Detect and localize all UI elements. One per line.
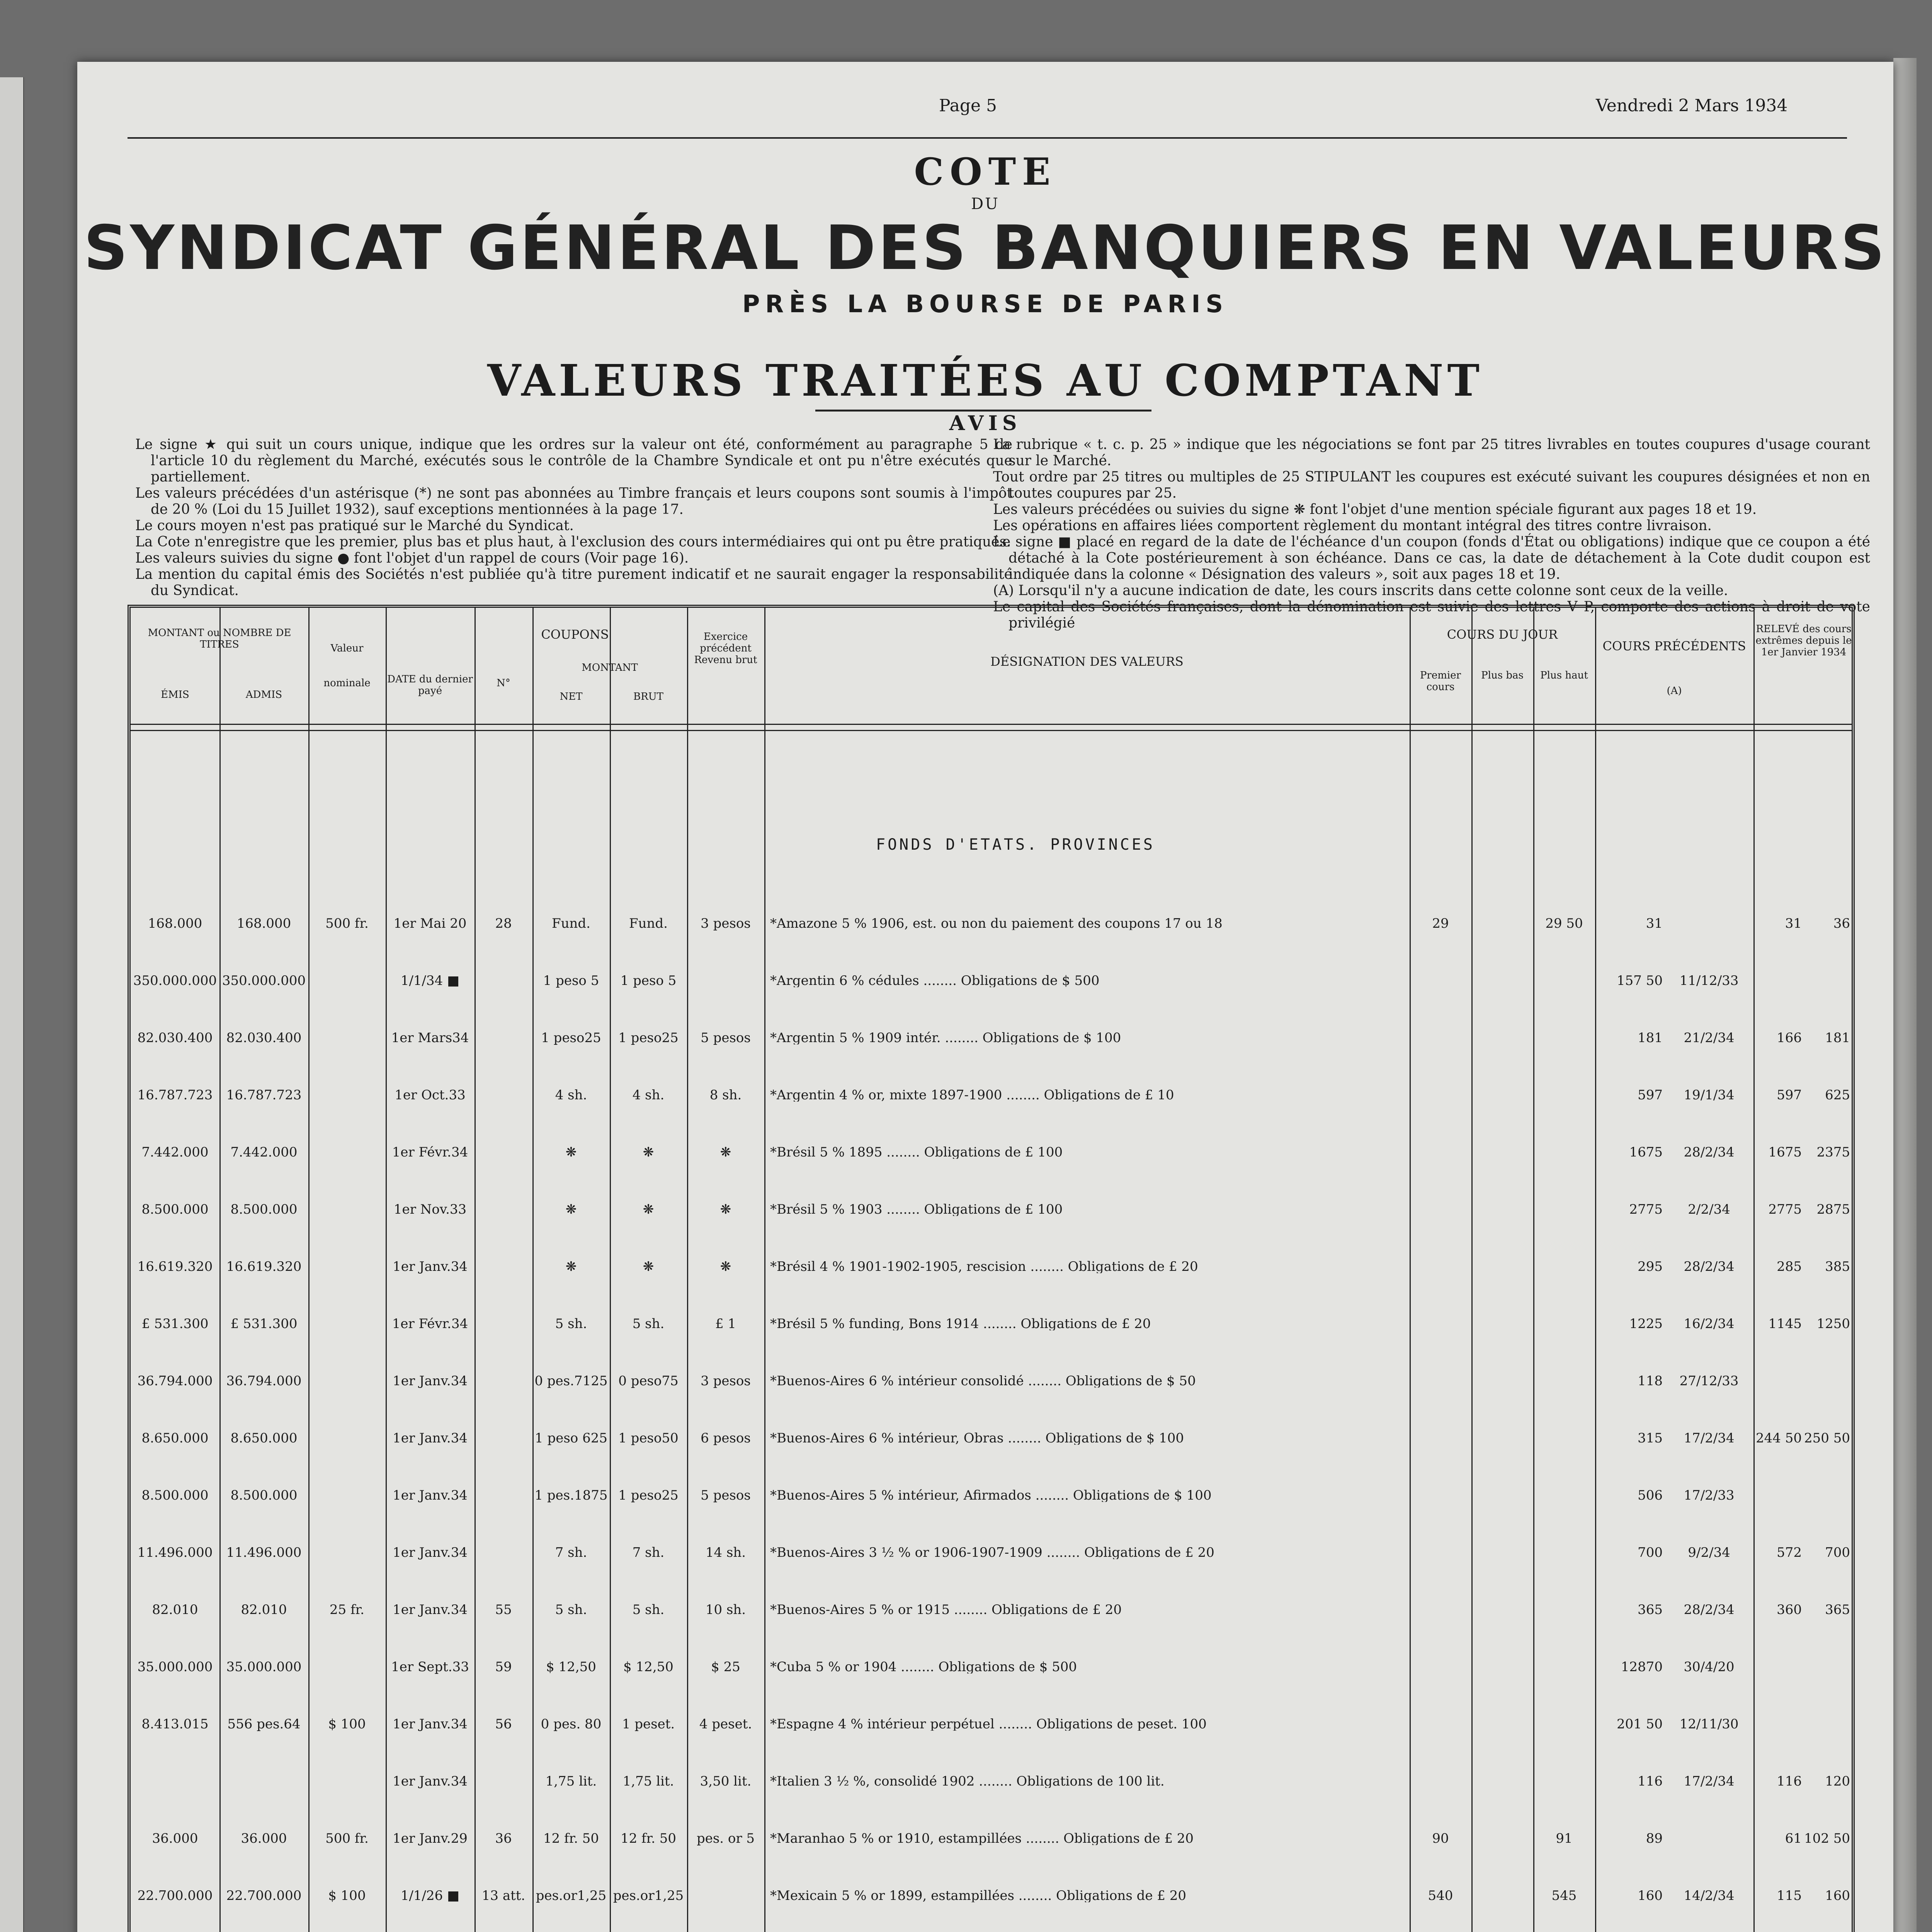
cell-prec: 295 <box>1638 1259 1663 1274</box>
cell-prec: 2775 <box>1629 1202 1663 1217</box>
header-numero: N° <box>497 677 510 689</box>
cell-brut: 1 peso25 <box>618 1488 679 1503</box>
cell-emis: 82.030.400 <box>137 1030 213 1046</box>
section-heading: VALEURS TRAITÉES AU COMPTANT <box>487 355 1483 406</box>
cell-net: 5 sh. <box>555 1602 587 1617</box>
notice-paragraph: Les opérations en affaires liées comportent règlement du montant intégral des titres contre livraison. <box>993 518 1712 534</box>
cell-r2: 2875 <box>1816 1202 1850 1217</box>
cell-desig: *Argentin 6 % cédules ........ Obligations de $ 500 <box>770 974 1100 987</box>
cell-admis: 82.030.400 <box>226 1030 302 1046</box>
quotation-table <box>128 605 1855 1932</box>
cell-rev: 5 pesos <box>701 1488 751 1503</box>
title-cote: COTE <box>914 150 1057 194</box>
cell-net: ❋ <box>565 1202 577 1217</box>
cell-date: 1er Mars34 <box>391 1030 469 1046</box>
cell-admis: 350.000.000 <box>222 973 306 988</box>
table-row <box>131 917 1850 945</box>
cell-desig: *Brésil 4 % 1901-1902-1905, rescision ........ Obligations de £ 20 <box>770 1260 1198 1273</box>
notice-paragraph: Le signe ★ qui suit un cours unique, indique que les ordres sur la valeur ont été, conformément au paragraphe 5 de l'article 10 du règlement du Marché, exécutés sous le contrôle de la Chambre Syndicale et ont pu n'être exécutés que partiellement. <box>135 437 1012 485</box>
header-plus-haut: Plus haut <box>1540 670 1588 681</box>
cell-date: 1er Janv.34 <box>393 1259 468 1274</box>
cell-prec-date: 28/2/34 <box>1684 1259 1735 1274</box>
header-net: NET <box>560 691 583 702</box>
table-row <box>131 1317 1850 1345</box>
masthead-subtitle: PRÈS LA BOURSE DE PARIS <box>742 290 1229 318</box>
cell-r1: 115 <box>1777 1888 1802 1903</box>
cell-prec: 315 <box>1638 1430 1663 1446</box>
cell-prec-date: 17/2/34 <box>1684 1430 1735 1446</box>
cell-brut: 1,75 lit. <box>622 1774 674 1789</box>
header-montant-coupon: MONTANT <box>582 662 638 673</box>
cell-desig: *Buenos-Aires 6 % intérieur consolidé ........ Obligations de $ 50 <box>770 1374 1196 1388</box>
cell-date: 1er Janv.34 <box>393 1716 468 1732</box>
cell-num: 56 <box>495 1716 512 1732</box>
cell-emis: 82.010 <box>152 1602 198 1617</box>
cell-date: 1er Janv.34 <box>393 1488 468 1503</box>
cell-prec: 116 <box>1638 1774 1663 1789</box>
table-row <box>131 1260 1850 1288</box>
header-rule <box>128 137 1847 139</box>
cell-rev: ❋ <box>720 1202 731 1217</box>
cell-admis: 22.700.000 <box>226 1888 302 1903</box>
cell-emis: 36.794.000 <box>137 1373 213 1389</box>
cell-haut: 29 50 <box>1545 916 1583 931</box>
table-row <box>131 1146 1850 1173</box>
table-row <box>131 1374 1850 1402</box>
notice-paragraph: Les valeurs précédées d'un astérisque (*) ne sont pas abonnées au Timbre français et leurs coupons sont soumis à l'impôt de 20 % (Loi du 15 Juillet 1932), sauf exceptions mentionnées à la page 17. <box>135 485 1012 517</box>
cell-admis: 556 pes.64 <box>227 1716 301 1732</box>
cell-admis: £ 531.300 <box>230 1316 298 1332</box>
cell-r2: 385 <box>1825 1259 1850 1274</box>
cell-desig: *Argentin 4 % or, mixte 1897-1900 ........ Obligations de £ 10 <box>770 1088 1174 1102</box>
page-edge <box>1893 58 1917 1932</box>
cell-emis: 8.413.015 <box>141 1716 209 1732</box>
cell-brut: 1 peso50 <box>618 1430 679 1446</box>
cell-net: 1 pes.1875 <box>534 1488 608 1503</box>
cell-emis: 16.619.320 <box>137 1259 213 1274</box>
header-cours-jour: COURS DU JOUR <box>1447 627 1558 642</box>
cell-r2: 700 <box>1825 1545 1850 1560</box>
table-row <box>131 1889 1850 1917</box>
cell-prec-date: 11/12/33 <box>1679 973 1739 988</box>
cell-prec: 201 50 <box>1617 1716 1663 1732</box>
cell-r1: 1145 <box>1768 1316 1802 1332</box>
cell-net: 1 peso 625 <box>535 1430 607 1446</box>
cell-rev: 5 pesos <box>701 1030 751 1046</box>
cell-prec: 1225 <box>1629 1316 1663 1332</box>
cell-emis: 168.000 <box>148 916 202 931</box>
cell-desig: *Brésil 5 % 1903 ........ Obligations de £ 100 <box>770 1203 1063 1216</box>
cell-desig: *Buenos-Aires 5 % intérieur, Afirmados ........ Obligations de $ 100 <box>770 1489 1212 1502</box>
cell-date: 1er Sept.33 <box>391 1659 469 1675</box>
cell-r2: 625 <box>1825 1087 1850 1103</box>
cell-admis: 11.496.000 <box>226 1545 302 1560</box>
cell-prec-date: 21/2/34 <box>1684 1030 1735 1046</box>
cell-net: 4 sh. <box>555 1087 587 1103</box>
cell-rev: 6 pesos <box>701 1430 751 1446</box>
cell-date: 1er Janv.29 <box>393 1831 468 1846</box>
cell-brut: 5 sh. <box>632 1316 665 1332</box>
cell-nominal: $ 100 <box>328 1716 366 1732</box>
cell-prec-date: 28/2/34 <box>1684 1602 1735 1617</box>
cell-net: 1 peso25 <box>541 1030 601 1046</box>
notice-paragraph: Le cours moyen n'est pas pratiqué sur le Marché du Syndicat. <box>135 518 574 534</box>
cell-prec-date: 2/2/34 <box>1688 1202 1730 1217</box>
notice-paragraph: Le capital des Sociétés françaises, dont la dénomination est suivie des lettres V P, comporte des actions à droit de vote privilégié <box>993 599 1870 631</box>
header-emis: ÉMIS <box>161 689 189 701</box>
header-montant: MONTANT ou NOMBRE DE TITRES <box>148 627 291 650</box>
cell-net: pes.or1,25 <box>536 1888 607 1903</box>
table-row <box>131 1832 1850 1860</box>
header-nominale: nominale <box>323 677 371 689</box>
cell-prec-date: 17/2/34 <box>1684 1774 1735 1789</box>
cell-desig: *Mexicain 5 % or 1899, estampillées ........ Obligations de £ 20 <box>770 1889 1186 1902</box>
cell-prec: 597 <box>1638 1087 1663 1103</box>
cell-r1: 1675 <box>1768 1145 1802 1160</box>
cell-prec: 89 <box>1646 1831 1663 1846</box>
header-plus-bas: Plus bas <box>1481 670 1524 681</box>
cell-date: 1er Janv.34 <box>393 1602 468 1617</box>
cell-desig: *Brésil 5 % 1895 ........ Obligations de £ 100 <box>770 1146 1063 1159</box>
cell-date: 1er Janv.34 <box>393 1774 468 1789</box>
cell-date: 1er Févr.34 <box>392 1316 468 1332</box>
header-premier: Premier cours <box>1420 670 1461 693</box>
issue-date: Vendredi 2 Mars 1934 <box>1596 96 1788 116</box>
cell-desig: *Maranhao 5 % or 1910, estampillées ........ Obligations de £ 20 <box>770 1832 1194 1845</box>
cell-brut: ❋ <box>643 1202 654 1217</box>
cell-rev: 3,50 lit. <box>700 1774 752 1789</box>
cell-rev: 14 sh. <box>705 1545 746 1560</box>
table-row <box>131 1603 1850 1631</box>
cell-r1: 31 <box>1785 916 1802 931</box>
cell-net: 1 peso 5 <box>543 973 599 988</box>
cell-r2: 2375 <box>1816 1145 1850 1160</box>
cell-admis: 16.619.320 <box>226 1259 302 1274</box>
table-row <box>131 1432 1850 1459</box>
cell-admis: 8.500.000 <box>230 1202 298 1217</box>
cell-r1: 285 <box>1777 1259 1802 1274</box>
cell-emis: 35.000.000 <box>137 1659 213 1675</box>
cell-net: Fund. <box>552 916 590 931</box>
cell-admis: 8.650.000 <box>230 1430 298 1446</box>
header-designation: DÉSIGNATION DES VALEURS <box>990 654 1184 669</box>
cell-desig: *Buenos-Aires 6 % intérieur, Obras ........ Obligations de $ 100 <box>770 1432 1184 1445</box>
cell-net: 0 pes. 80 <box>541 1716 602 1732</box>
section-title-fonds-etats: FONDS D'ETATS. PROVINCES <box>876 836 1155 854</box>
cell-prec: 12870 <box>1621 1659 1663 1675</box>
cell-brut: 5 sh. <box>632 1602 665 1617</box>
cell-rev: 8 sh. <box>709 1087 742 1103</box>
cell-date: 1er Nov.33 <box>393 1202 467 1217</box>
cell-date: 1er Oct.33 <box>395 1087 466 1103</box>
cell-rev: 4 peset. <box>699 1716 752 1732</box>
cell-rev: 10 sh. <box>705 1602 746 1617</box>
cell-prec-date: 17/2/33 <box>1684 1488 1735 1503</box>
notice-paragraph: La Cote n'enregistre que les premier, plus bas et plus haut, à l'exclusion des cours intermédiaires qui ont pu être pratiqués. <box>135 534 1011 550</box>
table-row <box>131 1546 1850 1574</box>
cell-emis: 22.700.000 <box>137 1888 213 1903</box>
cell-brut: 4 sh. <box>632 1087 665 1103</box>
cell-net: 7 sh. <box>555 1545 587 1560</box>
cell-date: 1er Févr.34 <box>392 1145 468 1160</box>
table-row <box>131 1203 1850 1231</box>
cell-brut: 1 peso 5 <box>620 973 677 988</box>
cell-num: 55 <box>495 1602 512 1617</box>
cell-net: ❋ <box>565 1259 577 1274</box>
cell-date: 1/1/26 ■ <box>400 1888 460 1903</box>
cell-emis: 8.500.000 <box>141 1488 209 1503</box>
cell-r2: 365 <box>1825 1602 1850 1617</box>
cell-net: 12 fr. 50 <box>543 1831 599 1846</box>
header-exercice: Exercice précédent Revenu brut <box>694 631 757 666</box>
cell-net: $ 12,50 <box>546 1659 596 1675</box>
cell-r1: 116 <box>1777 1774 1802 1789</box>
cell-r1: 360 <box>1777 1602 1802 1617</box>
table-row <box>131 1489 1850 1517</box>
cell-r1: 61 <box>1785 1831 1802 1846</box>
cell-prec-date: 30/4/20 <box>1684 1659 1735 1675</box>
cell-emis: 36.000 <box>152 1831 198 1846</box>
notice-paragraph: Les valeurs précédées ou suivies du signe ❋ font l'objet d'une mention spéciale figurant aux pages 18 et 19. <box>993 502 1757 517</box>
cell-prec: 157 50 <box>1617 973 1663 988</box>
cell-r2: 36 <box>1833 916 1850 931</box>
cell-num: 36 <box>495 1831 512 1846</box>
cell-brut: 1 peset. <box>622 1716 675 1732</box>
cell-emis: 7.442.000 <box>141 1145 209 1160</box>
cell-prec: 118 <box>1638 1373 1663 1389</box>
cell-prec: 700 <box>1638 1545 1663 1560</box>
cell-num: 13 att. <box>481 1888 526 1903</box>
cell-r2: 1250 <box>1816 1316 1850 1332</box>
cell-prec: 31 <box>1646 916 1663 931</box>
cell-net: ❋ <box>565 1145 577 1160</box>
header-coupons: COUPONS <box>541 627 609 642</box>
cell-brut: pes.or1,25 <box>613 1888 684 1903</box>
cell-r2: 160 <box>1825 1888 1850 1903</box>
header-cours-precedents: COURS PRÉCÉDENTS <box>1602 639 1746 653</box>
cell-prec: 160 <box>1638 1888 1663 1903</box>
cell-nominal: 500 fr. <box>325 916 369 931</box>
adjacent-page-strip <box>0 77 24 1932</box>
cell-rev: ❋ <box>720 1145 731 1160</box>
cell-date: 1er Janv.34 <box>393 1430 468 1446</box>
cell-emis: £ 531.300 <box>141 1316 209 1332</box>
cell-desig: *Cuba 5 % or 1904 ........ Obligations de $ 500 <box>770 1660 1077 1673</box>
cell-rev: $ 25 <box>711 1659 740 1675</box>
notice-paragraph: Le signe ■ placé en regard de la date de l'échéance d'un coupon (fonds d'État ou obligations) indique que ce coupon a été détaché à la Cote postérieurement à son échéance. Dans ce cas, la date de détachement à la Cote dudit coupon est indiquée dans la colonne « Désignation des valeurs », soit aux pages 18 et 19. <box>993 534 1870 582</box>
notice-paragraph: La mention du capital émis des Sociétés n'est publiée qu'à titre purement indicatif et ne saurait engager la responsabilité du Syndicat. <box>135 566 1012 599</box>
cell-net: 1,75 lit. <box>545 1774 597 1789</box>
cell-r1: 166 <box>1777 1030 1802 1046</box>
cell-prec: 181 <box>1638 1030 1663 1046</box>
cell-r2: 102 50 <box>1804 1831 1850 1846</box>
cell-haut: 91 <box>1556 1831 1573 1846</box>
table-row <box>131 1775 1850 1803</box>
cell-rev: pes. or 5 <box>696 1831 755 1846</box>
cell-nominal: 500 fr. <box>325 1831 369 1846</box>
cell-prec-date: 9/2/34 <box>1688 1545 1730 1560</box>
table-row <box>131 1031 1850 1059</box>
table-row <box>131 1660 1850 1688</box>
table-row <box>131 1718 1850 1745</box>
header-releve: RELEVÉ des cours extrêmes depuis le 1er Janvier 1934 <box>1755 623 1852 658</box>
newspaper-page <box>77 62 1893 1932</box>
notice-paragraph: Les valeurs suivies du signe ● font l'objet d'un rappel de cours (Voir page 16). <box>135 550 689 566</box>
cell-prec-date: 12/11/30 <box>1679 1716 1739 1732</box>
cell-net: 0 pes.7125 <box>534 1373 608 1389</box>
cell-brut: Fund. <box>629 916 668 931</box>
title-du: DU <box>971 195 1000 213</box>
cell-prec-date: 19/1/34 <box>1684 1087 1735 1103</box>
cell-desig: *Espagne 4 % intérieur perpétuel ........ Obligations de peset. 100 <box>770 1718 1207 1731</box>
header-admis: ADMIS <box>245 689 282 701</box>
cell-r1: 572 <box>1777 1545 1802 1560</box>
notice-paragraph: (A) Lorsqu'il n'y a aucune indication de date, les cours inscrits dans cette colonne sont ceux de la veille. <box>993 583 1728 599</box>
cell-admis: 16.787.723 <box>226 1087 302 1103</box>
cell-rev: 3 pesos <box>701 916 751 931</box>
table-row <box>131 1088 1850 1116</box>
cell-desig: *Amazone 5 % 1906, est. ou non du paiement des coupons 17 ou 18 <box>770 917 1223 930</box>
cell-prec: 365 <box>1638 1602 1663 1617</box>
notice-left-column <box>135 437 1012 599</box>
cell-prem: 540 <box>1428 1888 1453 1903</box>
masthead-title: SYNDICAT GÉNÉRAL DES BANQUIERS EN VALEURS <box>83 213 1887 284</box>
cell-prem: 90 <box>1432 1831 1449 1846</box>
cell-brut: ❋ <box>643 1145 654 1160</box>
cell-desig: *Buenos-Aires 3 ½ % or 1906-1907-1909 ........ Obligations de £ 20 <box>770 1546 1214 1559</box>
cell-admis: 7.442.000 <box>230 1145 298 1160</box>
cell-admis: 35.000.000 <box>226 1659 302 1675</box>
cell-brut: 12 fr. 50 <box>620 1831 677 1846</box>
cell-desig: *Brésil 5 % funding, Bons 1914 ........ Obligations de £ 20 <box>770 1317 1151 1330</box>
cell-prec-date: 27/12/33 <box>1679 1373 1739 1389</box>
cell-r2: 120 <box>1825 1774 1850 1789</box>
cell-admis: 36.794.000 <box>226 1373 302 1389</box>
cell-admis: 168.000 <box>236 916 291 931</box>
cell-desig: *Argentin 5 % 1909 intér. ........ Obligations de $ 100 <box>770 1031 1121 1044</box>
header-valeur: Valeur <box>330 643 364 654</box>
cell-prec-date: 16/2/34 <box>1684 1316 1735 1332</box>
cell-brut: 1 peso25 <box>618 1030 679 1046</box>
cell-date: 1er Janv.34 <box>393 1545 468 1560</box>
cell-r2: 250 50 <box>1804 1430 1850 1446</box>
cell-prem: 29 <box>1432 916 1449 931</box>
cell-prec: 1675 <box>1629 1145 1663 1160</box>
cell-r2: 181 <box>1825 1030 1850 1046</box>
header-date: DATE du dernier payé <box>387 673 473 697</box>
cell-r1: 2775 <box>1768 1202 1802 1217</box>
cell-date: 1er Janv.34 <box>393 1373 468 1389</box>
cell-brut: $ 12,50 <box>623 1659 673 1675</box>
cell-prec: 506 <box>1638 1488 1663 1503</box>
cell-rev: £ 1 <box>715 1316 736 1332</box>
cell-admis: 82.010 <box>241 1602 287 1617</box>
cell-emis: 350.000.000 <box>133 973 217 988</box>
cell-num: 59 <box>495 1659 512 1675</box>
cell-emis: 16.787.723 <box>137 1087 213 1103</box>
cell-prec-date: 28/2/34 <box>1684 1145 1735 1160</box>
cell-brut: ❋ <box>643 1259 654 1274</box>
cell-haut: 545 <box>1551 1888 1577 1903</box>
cell-r1: 244 50 <box>1756 1430 1802 1446</box>
page-number: Page 5 <box>939 96 997 116</box>
notice-heading: AVIS <box>949 412 1022 435</box>
cell-desig: *Buenos-Aires 5 % or 1915 ........ Obligations de £ 20 <box>770 1603 1122 1616</box>
cell-net: 5 sh. <box>555 1316 587 1332</box>
cell-emis: 8.650.000 <box>141 1430 209 1446</box>
header-cours-precedents-note: (A) <box>1667 685 1682 697</box>
table-row <box>131 974 1850 1002</box>
cell-desig: *Italien 3 ½ %, consolidé 1902 ........ Obligations de 100 lit. <box>770 1775 1165 1788</box>
notice-paragraph: Tout ordre par 25 titres ou multiples de 25 STIPULANT les coupures est exécuté suivant les coupures désignées et non en toutes coupures par 25. <box>993 469 1870 501</box>
cell-num: 28 <box>495 916 512 931</box>
cell-emis: 8.500.000 <box>141 1202 209 1217</box>
cell-prec-date: 14/2/34 <box>1684 1888 1735 1903</box>
cell-admis: 8.500.000 <box>230 1488 298 1503</box>
cell-rev: 3 pesos <box>701 1373 751 1389</box>
notice-paragraph: La rubrique « t. c. p. 25 » indique que les négociations se font par 25 titres livrables en toutes coupures d'usage courant sur le Marché. <box>993 437 1870 469</box>
cell-rev: ❋ <box>720 1259 731 1274</box>
cell-date: 1/1/34 ■ <box>400 973 460 988</box>
header-brut: BRUT <box>633 691 663 702</box>
cell-brut: 0 peso75 <box>618 1373 679 1389</box>
cell-brut: 7 sh. <box>632 1545 665 1560</box>
cell-admis: 36.000 <box>241 1831 287 1846</box>
cell-date: 1er Mai 20 <box>393 916 467 931</box>
cell-r1: 597 <box>1777 1087 1802 1103</box>
cell-nominal: $ 100 <box>328 1888 366 1903</box>
cell-nominal: 25 fr. <box>330 1602 364 1617</box>
notice-right-column <box>993 437 1870 631</box>
cell-emis: 11.496.000 <box>137 1545 213 1560</box>
